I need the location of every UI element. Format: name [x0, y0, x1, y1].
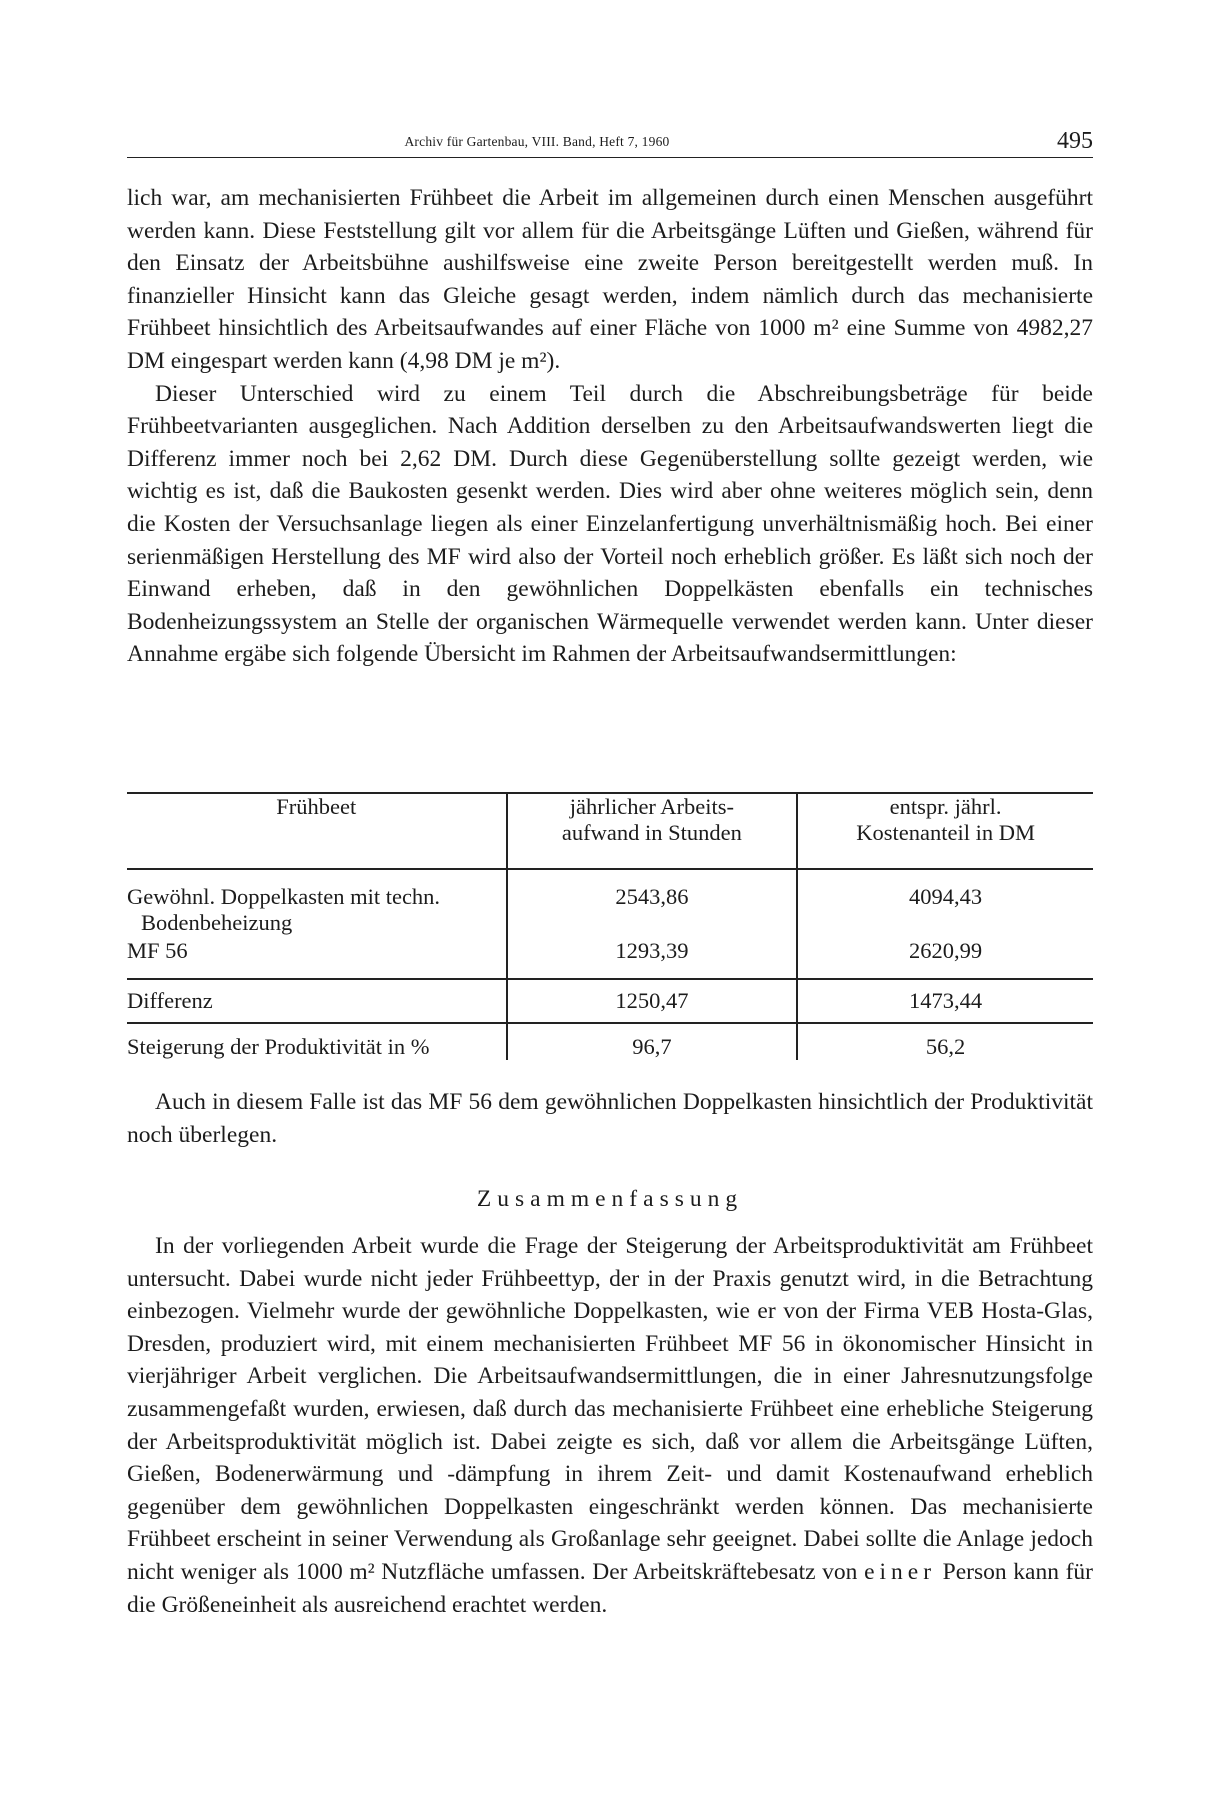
section-heading: Zusammenfassung	[476, 1186, 744, 1212]
table-row-steigerung	[127, 1023, 1093, 1060]
page-header	[127, 128, 1093, 158]
header-cost-line2: Kostenanteil in DM	[856, 820, 1035, 845]
header-cost	[797, 793, 1093, 869]
row-hours: 1250,47	[507, 979, 798, 1023]
page-number: 495	[1057, 128, 1093, 154]
row-label-line2: Bodenbeheizung	[141, 910, 293, 935]
text-block-conclusion	[127, 1086, 1093, 1151]
table-row-differenz	[127, 979, 1093, 1023]
header-fruehbeet: Frühbeet	[127, 793, 507, 869]
running-head: Archiv für Gartenbau, VIII. Band, Heft 7, 1960	[404, 134, 670, 149]
header-hours-line2: aufwand in Stunden	[561, 820, 742, 845]
row-cost: 4094,43	[797, 869, 1093, 936]
paragraph-continued: lich war, am mechanisierten Frühbeet die Arbeit im allgemeinen durch einen Menschen ausgeführt werden kann. Diese Feststellung gilt vor allem für die Arbeitsgänge Lüften und Gießen, während für den Einsatz der Arbeitsbühne aushilfsweise eine zweite Person bereitgestellt werden muß. In finanzieller Hinsicht kann das Gleiche gesagt werden, indem nämlich durch das mechanisierte Frühbeet hinsichtlich des Arbeitsaufwandes auf einer Fläche von 1000 m² eine Summe von 4982,27 DM eingespart werden kann (4,98 DM je m²).	[127, 185, 1093, 374]
table-row-mf56	[127, 936, 1093, 979]
header-rule	[127, 157, 1093, 158]
row-label: Steigerung der Produktivität in %	[127, 1023, 507, 1060]
row-hours: 2543,86	[507, 869, 798, 936]
paragraph-difference: Dieser Unterschied wird zu einem Teil durch die Abschreibungsbeträge für beide Frühbeetvarianten ausgeglichen. Nach Addition derselben zu den Arbeitsaufwandswerten liegt die Differenz immer noch bei 2,62 DM. Durch diese Gegenüberstellung sollte gezeigt werden, wie wichtig es ist, daß die Baukosten gesenkt werden. Dies wird aber ohne weiteres möglich sein, denn die Kosten der Versuchsanlage liegen als einer Einzelanfertigung unverhältnismäßig hoch. Bei einer serienmäßigen Herstellung des MF wird also der Vorteil noch erheblich größer. Es läßt sich noch der Einwand erheben, daß in den gewöhnlichen Doppelkästen ebenfalls ein technisches Bodenheizungssystem an Stelle der organischen Wärmequelle verwendet werden kann. Unter dieser Annahme ergäbe sich folgende Übersicht im Rahmen der Arbeitsaufwandsermittlungen:	[127, 380, 1093, 668]
table-header-row	[127, 793, 1093, 869]
row-hours: 96,7	[507, 1023, 798, 1060]
header-cost-line1: entspr. jährl.	[889, 794, 1002, 819]
summary-text-part2: Person kann für die Größeneinheit als ausreichend erachtet werden.	[127, 1558, 1093, 1618]
row-cost: 2620,99	[797, 936, 1093, 979]
row-hours: 1293,39	[507, 936, 798, 979]
row-label	[127, 869, 507, 936]
summary-text-part1: In der vorliegenden Arbeit wurde die Frage der Steigerung der Arbeitsproduktivität am Frühbeet untersucht. Dabei wurde nicht jeder Frühbeettyp, der in der Praxis genutzt wird, in die Betrachtung einbezogen. Vielmehr wurde der gewöhnliche Doppelkasten, wie er von der Firma VEB Hosta-Glas, Dresden, produziert wird, mit einem mechanisierten Frühbeet MF 56 in ökonomischer Hinsicht in vierjähriger Arbeit verglichen. Die Arbeitsaufwandsermittlungen, die in einer Jahresnutzungsfolge zusammengefaßt wurden, erwiesen, daß durch das mechanisierte Frühbeet eine erhebliche Steigerung der Arbeitsproduktivität möglich ist. Dabei zeigte es sich, daß vor allem die Arbeitsgänge Lüften, Gießen, Bodenerwärmung und -dämpfung in ihrem Zeit- und damit Kostenaufwand erheblich gegenüber dem gewöhnlichen Doppelkasten eingeschränkt werden können. Das mechanisierte Frühbeet erscheint in seiner Verwendung als Großanlage sehr geeignet. Dabei sollte die Anlage jedoch nicht weniger als 1000 m² Nutzfläche umfassen. Der Arbeitskräftebesatz von	[127, 1233, 1093, 1585]
paragraph-summary	[127, 1230, 1093, 1621]
text-block-summary	[127, 1230, 1093, 1621]
row-cost: 1473,44	[797, 979, 1093, 1023]
row-cost: 56,2	[797, 1023, 1093, 1060]
header-hours	[507, 793, 798, 869]
table-row-doppelkasten	[127, 869, 1093, 936]
summary-emphasis: einer	[864, 1558, 937, 1585]
productivity-table	[127, 792, 1093, 1060]
header-hours-line1: jährlicher Arbeits-	[569, 794, 735, 819]
row-label: Differenz	[127, 979, 507, 1023]
row-label: MF 56	[127, 938, 188, 963]
text-block-upper	[127, 182, 1093, 671]
row-label-line1: Gewöhnl. Doppelkasten mit techn.	[127, 884, 441, 909]
paragraph-conclusion: Auch in diesem Falle ist das MF 56 dem gewöhnlichen Doppelkasten hinsichtlich der Produktivität noch überlegen.	[127, 1089, 1093, 1148]
